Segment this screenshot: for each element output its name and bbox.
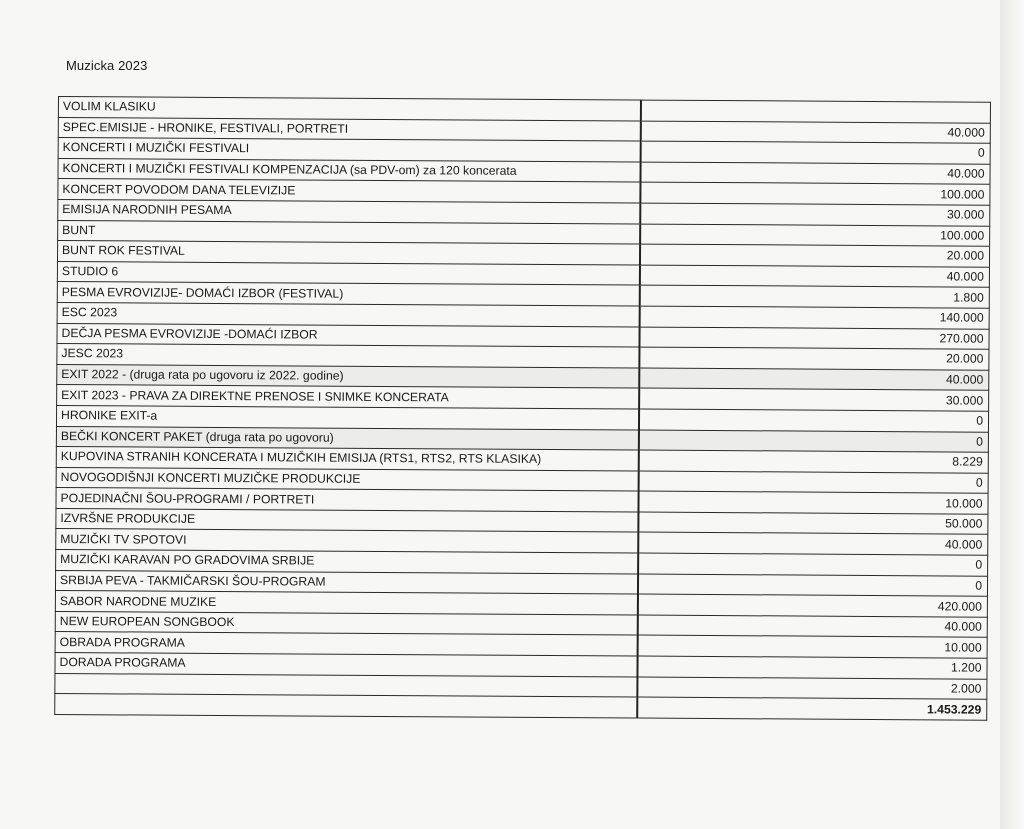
row-label: STUDIO 6 — [57, 261, 639, 285]
row-label: POJEDINAČNI ŠOU-PROGRAMI / PORTRETI — [56, 488, 638, 512]
row-label: MUZIČKI KARAVAN PO GRADOVIMA SRBIJE — [56, 550, 638, 574]
row-value: 140.000 — [639, 306, 989, 329]
row-label: EMISIJA NARODNIH PESAMA — [58, 199, 640, 223]
row-label: JESC 2023 — [57, 344, 639, 368]
row-label: BEČKI KONCERT PAKET (druga rata po ugovoru) — [56, 426, 638, 450]
row-value: 0 — [638, 409, 988, 432]
row-label: VOLIM KLASIKU — [58, 97, 640, 121]
row-value: 40.000 — [638, 533, 988, 556]
row-label: ESC 2023 — [57, 302, 639, 326]
row-value — [640, 100, 990, 123]
page-edge-shadow — [1000, 0, 1024, 829]
row-value: 30.000 — [639, 388, 989, 411]
row-value: 0 — [638, 430, 988, 453]
row-label: KONCERTI I MUZIČKI FESTIVALI KOMPENZACIJA (sa PDV-om) za 120 koncerata — [58, 158, 640, 182]
row-label: BUNT — [58, 220, 640, 244]
row-label: KONCERT POVODOM DANA TELEVIZIJE — [58, 179, 640, 203]
budget-table-body — [55, 97, 991, 721]
row-value: 1.200 — [637, 656, 987, 679]
row-value: 40.000 — [639, 368, 989, 391]
row-label: SABOR NARODNE MUZIKE — [55, 591, 637, 615]
budget-table — [54, 96, 991, 721]
row-label: EXIT 2023 - PRAVA ZA DIREKTNE PRENOSE I SNIMKE KONCERATA — [57, 385, 639, 409]
row-label: SRBIJA PEVA - TAKMIČARSKI ŠOU-PROGRAM — [55, 570, 637, 594]
row-label: DEČJA PESMA EVROVIZIJE -DOMAĆI IZBOR — [57, 323, 639, 347]
row-label: MUZIČKI TV SPOTOVI — [56, 529, 638, 553]
row-value: 0 — [640, 141, 990, 164]
row-value: 40.000 — [640, 162, 990, 185]
row-label: KUPOVINA STRANIH KONCERATA I MUZIČKIH EMISIJA (RTS1, RTS2, RTS KLASIKA) — [56, 447, 638, 471]
row-value: 40.000 — [639, 265, 989, 288]
row-value: 0 — [638, 553, 988, 576]
row-label: NOVOGODIŠNJI KONCERTI MUZIČKE PRODUKCIJE — [56, 467, 638, 491]
row-value: 8.229 — [638, 450, 988, 473]
row-value: 2.000 — [637, 677, 987, 700]
row-label: DORADA PROGRAMA — [55, 653, 637, 677]
row-value: 0 — [637, 574, 987, 597]
document-title: Muzicka 2023 — [66, 58, 148, 73]
total-label — [55, 694, 637, 719]
budget-table-container — [54, 96, 992, 724]
row-label: IZVRŠNE PRODUKCIJE — [56, 508, 638, 532]
row-value: 0 — [638, 471, 988, 494]
row-value: 10.000 — [637, 635, 987, 658]
total-row — [55, 694, 987, 721]
row-value: 10.000 — [638, 491, 988, 514]
row-label: HRONIKE EXIT-a — [56, 405, 638, 429]
row-value: 50.000 — [638, 512, 988, 535]
row-value: 20.000 — [639, 244, 989, 267]
row-label: SPEC.EMISIJE - HRONIKE, FESTIVALI, PORTRETI — [58, 117, 640, 141]
row-value: 40.000 — [637, 615, 987, 638]
row-value: 100.000 — [640, 182, 990, 205]
row-label: EXIT 2022 - (druga rata po ugovoru iz 2022. godine) — [57, 364, 639, 388]
row-label: OBRADA PROGRAMA — [55, 632, 637, 656]
row-value: 20.000 — [639, 347, 989, 370]
row-label: BUNT ROK FESTIVAL — [57, 241, 639, 265]
row-value: 40.000 — [640, 121, 990, 144]
total-value: 1.453.229 — [637, 697, 987, 720]
row-value: 100.000 — [640, 224, 990, 247]
row-label: NEW EUROPEAN SONGBOOK — [55, 611, 637, 635]
row-value: 30.000 — [640, 203, 990, 226]
row-value: 420.000 — [637, 594, 987, 617]
row-value: 1.800 — [639, 285, 989, 308]
row-value: 270.000 — [639, 327, 989, 350]
row-label: KONCERTI I MUZIČKI FESTIVALI — [58, 138, 640, 162]
row-label: PESMA EVROVIZIJE- DOMAĆI IZBOR (FESTIVAL) — [57, 282, 639, 306]
